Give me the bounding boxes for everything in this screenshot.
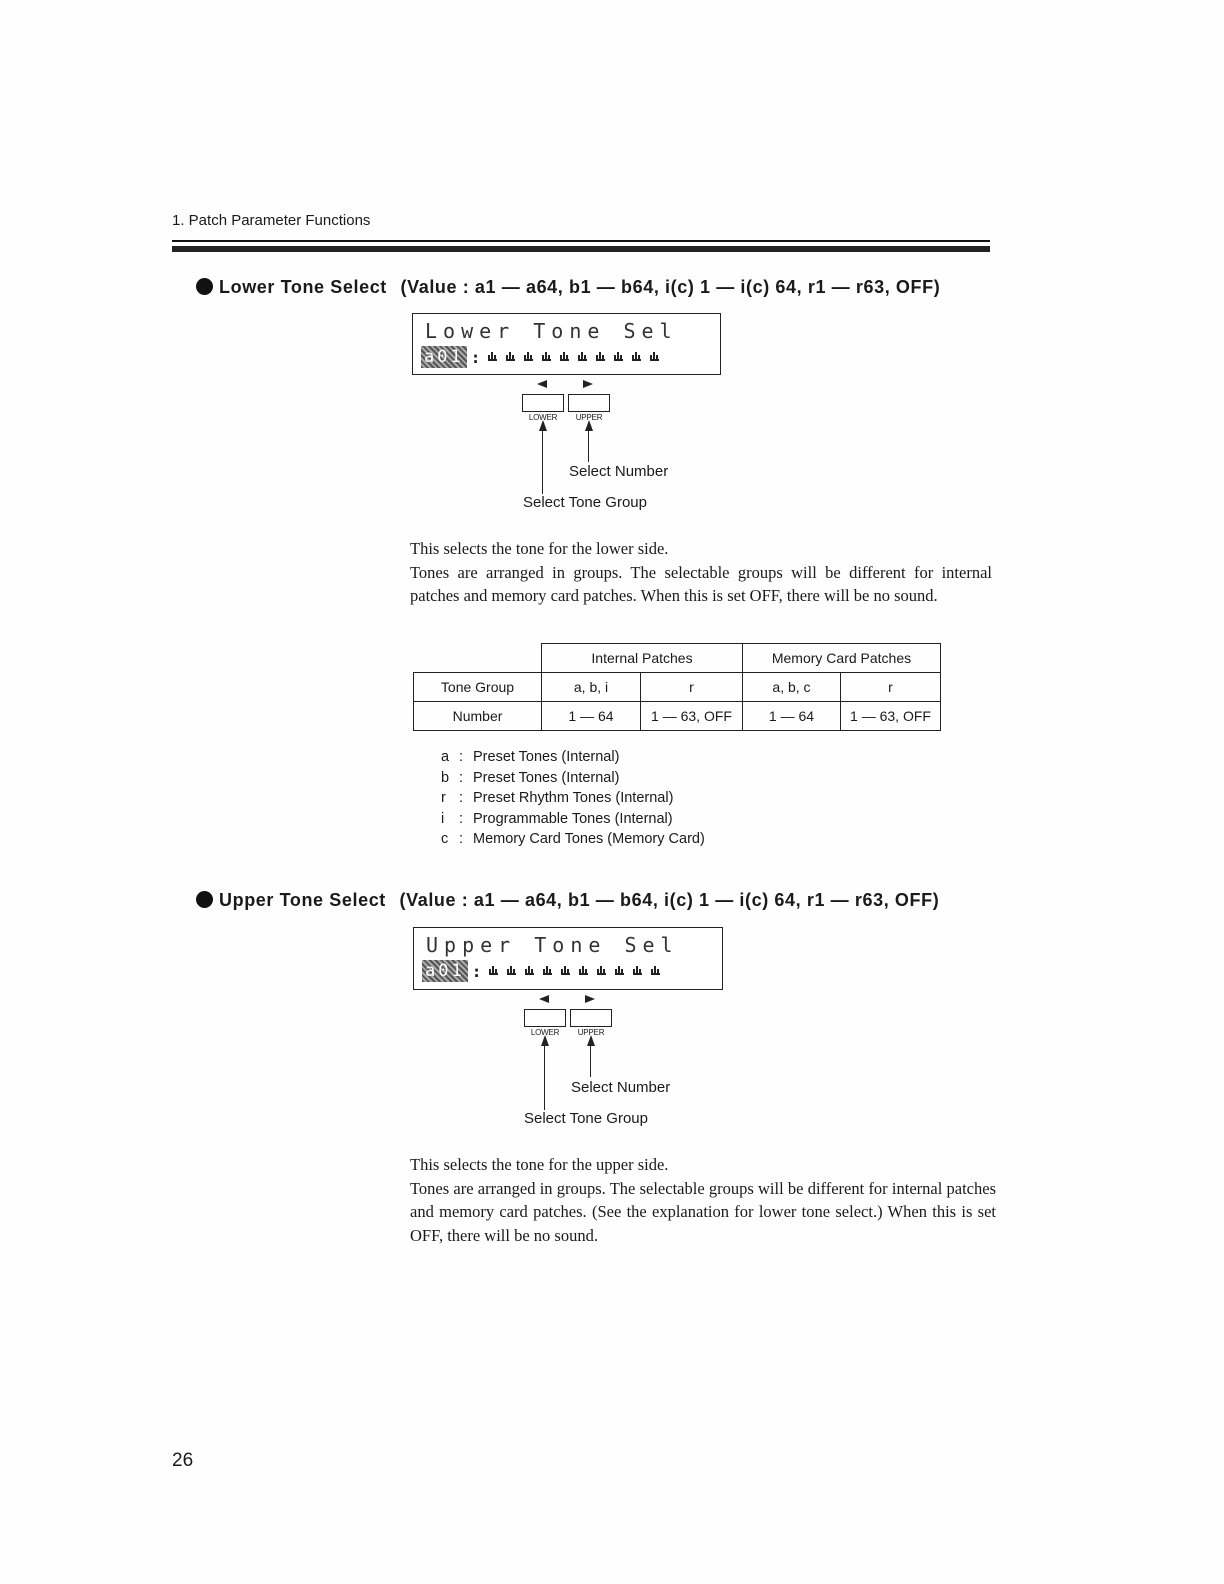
upper-button-label: UPPER bbox=[577, 1028, 605, 1037]
lcd-cursor-value: a01 bbox=[422, 960, 468, 982]
lower-button-label: LOWER bbox=[528, 413, 558, 422]
lower-value-range: (Value : a1 — a64, b1 — b64, i(c) 1 — i(c) 64, r1 — r63, OFF) bbox=[400, 277, 941, 297]
page-number: 26 bbox=[172, 1450, 194, 1471]
header-rule-thick bbox=[172, 246, 990, 252]
lcd-cursor-value: a01 bbox=[421, 346, 467, 368]
table-cell: 1 — 63, OFF bbox=[641, 702, 743, 731]
lower-lcd-display bbox=[412, 313, 721, 375]
pointer-up-icon bbox=[587, 1035, 595, 1046]
legend-key: r bbox=[441, 790, 446, 807]
legend-sep: : bbox=[459, 769, 464, 786]
lcd-slot-icon bbox=[649, 965, 662, 977]
lcd-slot-icon bbox=[487, 965, 500, 977]
table-header-memory: Memory Card Patches bbox=[743, 644, 941, 673]
legend-key: b bbox=[441, 769, 450, 786]
table-header-row bbox=[414, 644, 941, 673]
arrow-right-icon bbox=[583, 380, 593, 388]
legend-item bbox=[441, 747, 705, 768]
lcd-slot-icon bbox=[631, 965, 644, 977]
legend-desc: Programmable Tones (Internal) bbox=[473, 810, 673, 827]
table-header-internal: Internal Patches bbox=[542, 644, 743, 673]
table-row-label: Number bbox=[414, 702, 542, 731]
header-rule bbox=[172, 240, 990, 242]
paragraph: Tones are arranged in groups. The selectable groups will be different for internal patches and memory card patches. When this is set OFF, there will be no sound. bbox=[410, 562, 992, 606]
bullet-icon bbox=[196, 278, 213, 295]
lcd-slot-icon bbox=[612, 351, 625, 363]
lcd-char-slots bbox=[487, 965, 662, 977]
lcd-slot-icon bbox=[558, 351, 571, 363]
lower-button[interactable] bbox=[524, 1009, 566, 1037]
table-row bbox=[414, 673, 941, 702]
upper-button-label: UPPER bbox=[575, 413, 603, 422]
legend-desc: Preset Tones (Internal) bbox=[473, 769, 620, 786]
table-cell: r bbox=[641, 673, 743, 702]
table-row bbox=[414, 702, 941, 731]
pointer-line bbox=[590, 1045, 591, 1077]
upper-lcd-display bbox=[413, 927, 723, 990]
lcd-slot-icon bbox=[577, 965, 590, 977]
lcd-slot-icon bbox=[594, 351, 607, 363]
pointer-up-icon bbox=[585, 420, 593, 431]
paragraph: Tones are arranged in groups. The selectable groups will be different for internal patches and memory card patches. (See the explanation for lower tone select.) When this is set OFF, there will be no sound. bbox=[410, 1178, 996, 1246]
arrow-left-icon bbox=[539, 995, 549, 1003]
select-tone-group-label: Select Tone Group bbox=[523, 494, 647, 511]
lower-section-title bbox=[196, 277, 940, 298]
legend-sep: : bbox=[459, 790, 464, 807]
upper-button-pair bbox=[524, 1009, 612, 1037]
lcd-colon: : bbox=[471, 961, 482, 981]
arrow-right-icon bbox=[585, 995, 595, 1003]
upper-button[interactable] bbox=[568, 394, 610, 422]
tone-group-table bbox=[413, 643, 941, 731]
legend-key: c bbox=[441, 831, 449, 848]
lcd-slot-icon bbox=[576, 351, 589, 363]
arrow-left-icon bbox=[537, 380, 547, 388]
table-row-label: Tone Group bbox=[414, 673, 542, 702]
lower-title: Lower Tone Select bbox=[219, 277, 387, 297]
pointer-up-icon bbox=[539, 420, 547, 431]
lower-button[interactable] bbox=[522, 394, 564, 422]
table-cell: 1 — 63, OFF bbox=[841, 702, 941, 731]
legend-item bbox=[441, 788, 705, 809]
upper-value-range: (Value : a1 — a64, b1 — b64, i(c) 1 — i(c) 64, r1 — r63, OFF) bbox=[399, 890, 940, 910]
select-number-label: Select Number bbox=[571, 1079, 671, 1096]
legend-key: i bbox=[441, 810, 445, 827]
pointer-up-icon bbox=[541, 1035, 549, 1046]
legend-item bbox=[441, 829, 705, 850]
table-corner bbox=[414, 644, 542, 673]
lower-button-label: LOWER bbox=[530, 1028, 560, 1037]
legend-sep: : bbox=[459, 810, 464, 827]
table-cell: a, b, i bbox=[542, 673, 641, 702]
tone-legend bbox=[441, 747, 705, 850]
lcd-line1: Upper Tone Sel bbox=[426, 933, 679, 957]
lcd-slot-icon bbox=[559, 965, 572, 977]
lcd-line1: Lower Tone Sel bbox=[425, 319, 678, 343]
table-cell: a, b, c bbox=[743, 673, 841, 702]
paragraph: This selects the tone for the lower side. bbox=[410, 539, 669, 558]
legend-item bbox=[441, 809, 705, 830]
table-cell: r bbox=[841, 673, 941, 702]
lower-button-pair bbox=[522, 394, 610, 422]
upper-title: Upper Tone Select bbox=[219, 890, 386, 910]
lower-description bbox=[410, 537, 992, 608]
lcd-line2 bbox=[421, 345, 661, 369]
select-number-label: Select Number bbox=[569, 463, 669, 480]
lcd-slot-icon bbox=[541, 965, 554, 977]
running-header: 1. Patch Parameter Functions bbox=[172, 212, 371, 229]
lcd-slot-icon bbox=[648, 351, 661, 363]
paragraph: This selects the tone for the upper side. bbox=[410, 1155, 669, 1174]
upper-button[interactable] bbox=[570, 1009, 612, 1037]
legend-desc: Memory Card Tones (Memory Card) bbox=[473, 831, 705, 848]
lcd-slot-icon bbox=[505, 965, 518, 977]
lcd-colon: : bbox=[470, 347, 481, 367]
lcd-slot-icon bbox=[504, 351, 517, 363]
lcd-char-slots bbox=[486, 351, 661, 363]
lcd-slot-icon bbox=[595, 965, 608, 977]
pointer-line bbox=[588, 430, 589, 462]
table-cell: 1 — 64 bbox=[542, 702, 641, 731]
legend-desc: Preset Tones (Internal) bbox=[473, 749, 620, 765]
legend-sep: : bbox=[459, 831, 464, 848]
pointer-line bbox=[544, 1045, 545, 1110]
lcd-slot-icon bbox=[522, 351, 535, 363]
bullet-icon bbox=[196, 891, 213, 908]
lcd-slot-icon bbox=[630, 351, 643, 363]
lcd-line2 bbox=[422, 959, 662, 983]
legend-desc: Preset Rhythm Tones (Internal) bbox=[473, 790, 674, 807]
pointer-line bbox=[542, 430, 543, 494]
lcd-slot-icon bbox=[540, 351, 553, 363]
lcd-slot-icon bbox=[523, 965, 536, 977]
upper-description bbox=[410, 1153, 996, 1248]
upper-section-title bbox=[196, 890, 939, 911]
legend-key: a bbox=[441, 749, 450, 765]
table-cell: 1 — 64 bbox=[743, 702, 841, 731]
lcd-slot-icon bbox=[613, 965, 626, 977]
lcd-slot-icon bbox=[486, 351, 499, 363]
legend-sep: : bbox=[459, 749, 464, 765]
select-tone-group-label: Select Tone Group bbox=[524, 1110, 648, 1127]
legend-item bbox=[441, 768, 705, 789]
